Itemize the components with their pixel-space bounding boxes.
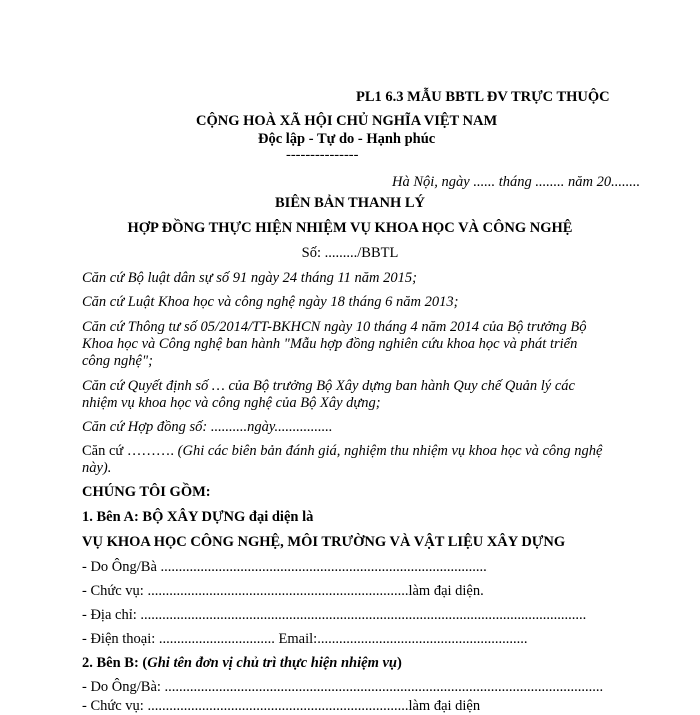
basis-civil-code: Căn cứ Bộ luật dân sự số 91 ngày 24 tháng 11 năm 2015; [82,270,417,286]
party-a-contact [82,631,527,648]
party-a-rep: - Do Ông/Bà .......................................................................................... [82,559,487,575]
basis-other-line1 [82,443,603,460]
party-a-phone: - Điện thoại: ................................ [82,631,275,647]
place-date: Hà Nội, ngày ...... tháng ........ năm 20........ [392,174,641,190]
motto: Độc lập - Tự do - Hạnh phúc [258,131,436,147]
basis-circular-line1: Căn cứ Thông tư số 05/2014/TT-BKHCN ngày 10 tháng 4 năm 2014 của Bộ trưởng Bộ [82,319,587,335]
basis-contract: Căn cứ Hợp đồng số: ..........ngày................ [82,419,333,435]
party-b-label [82,655,402,672]
party-b-label-prefix: 2. Bên B: ( [82,655,148,671]
parties-heading: CHÚNG TÔI GỒM: [82,484,211,500]
party-a-email: Email:.......................................................... [278,631,528,647]
party-b-rep: - Do Ông/Bà: ......................................................................................................................... [82,679,604,695]
party-a-unit: VỤ KHOA HỌC CÔNG NGHỆ, MÔI TRƯỜNG VÀ VẬT LIỆU XÂY DỰNG [82,534,566,550]
basis-decision-line1: Căn cứ Quyết định số … của Bộ trưởng Bộ Xây dựng ban hành Quy chế Quản lý các [82,378,575,394]
basis-circular-line2: Khoa học và Công nghệ ban hành "Mẫu hợp đồng nghiên cứu khoa học và phát triển [82,336,578,352]
basis-decision-line2: nhiệm vụ khoa học và công nghệ của Bộ Xây dựng; [82,395,381,411]
doc-number: Số: ........./BBTL [301,245,399,261]
basis-other-line2: này). [82,460,112,476]
form-code: PL1 6.3 MẪU BBTL ĐV TRỰC THUỘC [356,89,610,105]
party-b-position: - Chức vụ: ........................................................................làm đại diện [82,698,481,714]
doc-title: BIÊN BẢN THANH LÝ [275,195,425,211]
party-a-label: 1. Bên A: BỘ XÂY DỰNG đại diện là [82,509,314,525]
basis-circular-line3: công nghệ"; [82,353,153,369]
party-b-label-note: Ghi tên đơn vị chủ trì thực hiện nhiệm vụ [147,655,397,671]
basis-science-law: Căn cứ Luật Khoa học và công nghệ ngày 18 tháng 6 năm 2013; [82,294,459,310]
doc-subtitle: HỢP ĐỒNG THỰC HIỆN NHIỆM VỤ KHOA HỌC VÀ CÔNG NGHỆ [127,220,573,236]
party-b-label-suffix: ) [396,655,402,671]
basis-other-note: (Ghi các biên bản đánh giá, nghiệm thu nhiệm vụ khoa học và công nghệ [177,443,603,459]
basis-other-prefix: Căn cứ ………. [82,443,175,459]
party-a-address: - Địa chỉ: ........................................................................................................................... [82,607,587,623]
header-rule: --------------- [286,147,359,163]
party-a-position: - Chức vụ: ........................................................................làm đại diện. [82,583,484,599]
nation-title: CỘNG HOÀ XÃ HỘI CHỦ NGHĨA VIỆT NAM [196,113,498,129]
